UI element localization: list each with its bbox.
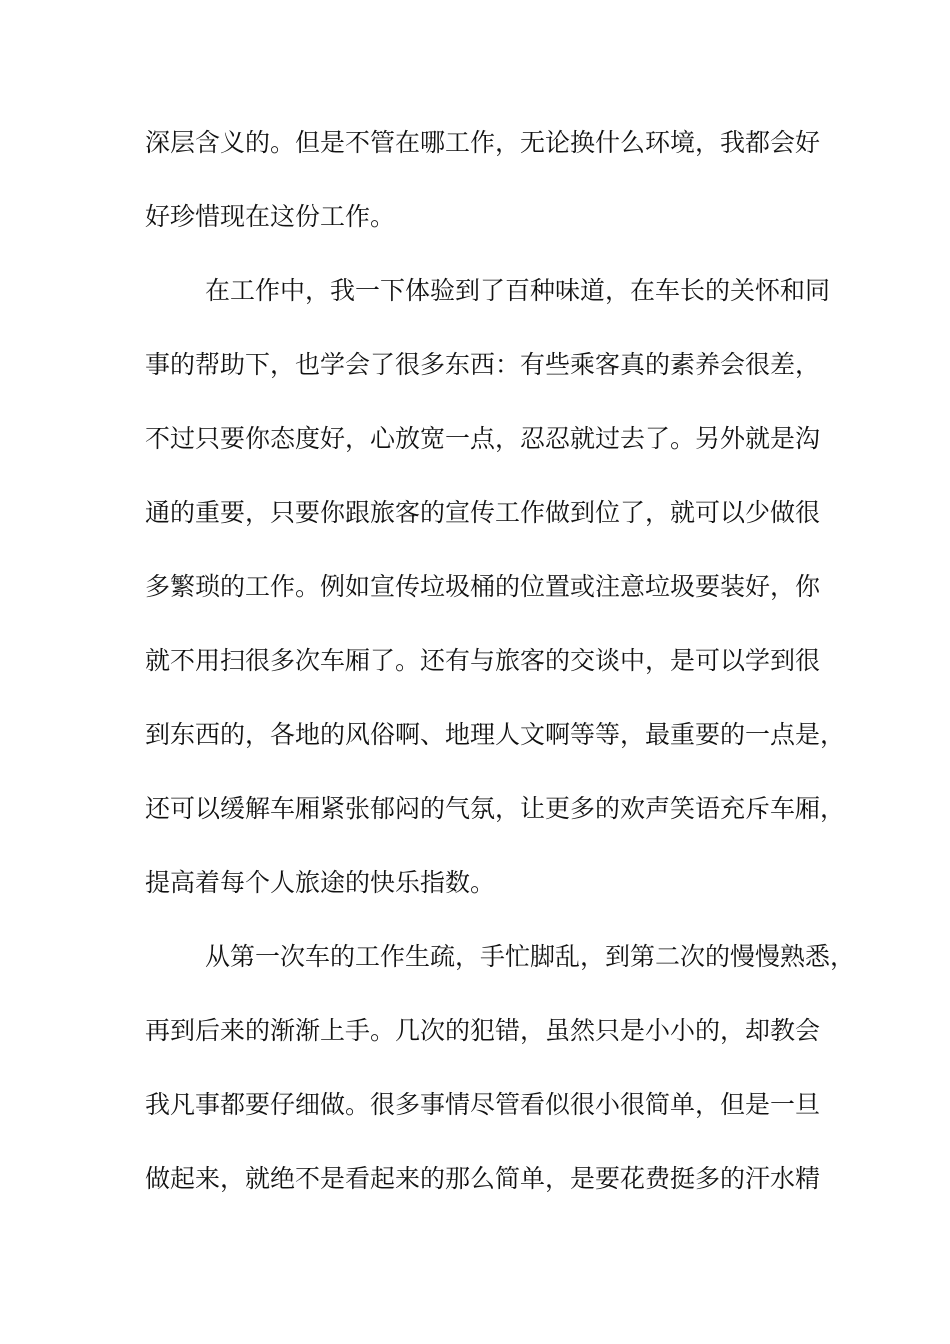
text-line: 我凡事都要仔细做。很多事情尽管看似很小很简单，但是一旦 <box>145 1090 821 1119</box>
text-line: 做起来，就绝不是看起来的那么简单，是要花费挺多的汗水精 <box>145 1164 821 1193</box>
text-line: 深层含义的。但是不管在哪工作，无论换什么环境，我都会好 <box>145 128 821 157</box>
document-body <box>145 128 856 1240</box>
text-line: 不过只要你态度好，心放宽一点，忍忍就过去了。另外就是沟 <box>145 424 821 453</box>
paragraph-start-line: 在工作中，我一下体验到了百种味道，在车长的关怀和同 <box>205 276 831 305</box>
text-line: 多繁琐的工作。例如宣传垃圾桶的位置或注意垃圾要装好，你 <box>145 572 821 601</box>
text-line: 通的重要，只要你跟旅客的宣传工作做到位了，就可以少做很 <box>145 498 821 527</box>
text-line: 再到后来的渐渐上手。几次的犯错，虽然只是小小的，却教会 <box>145 1016 821 1045</box>
text-line: 提高着每个人旅途的快乐指数。 <box>145 868 496 897</box>
paragraph-start-line: 从第一次车的工作生疏，手忙脚乱，到第二次的慢慢熟悉， <box>205 942 856 971</box>
text-line: 到东西的，各地的风俗啊、地理人文啊等等，最重要的一点是， <box>145 720 846 749</box>
text-line: 还可以缓解车厢紧张郁闷的气氛，让更多的欢声笑语充斥车厢， <box>145 794 846 823</box>
text-line: 好珍惜现在这份工作。 <box>145 202 396 231</box>
text-line: 就不用扫很多次车厢了。还有与旅客的交谈中，是可以学到很 <box>145 646 821 675</box>
text-line: 事的帮助下，也学会了很多东西：有些乘客真的素养会很差， <box>145 350 821 379</box>
